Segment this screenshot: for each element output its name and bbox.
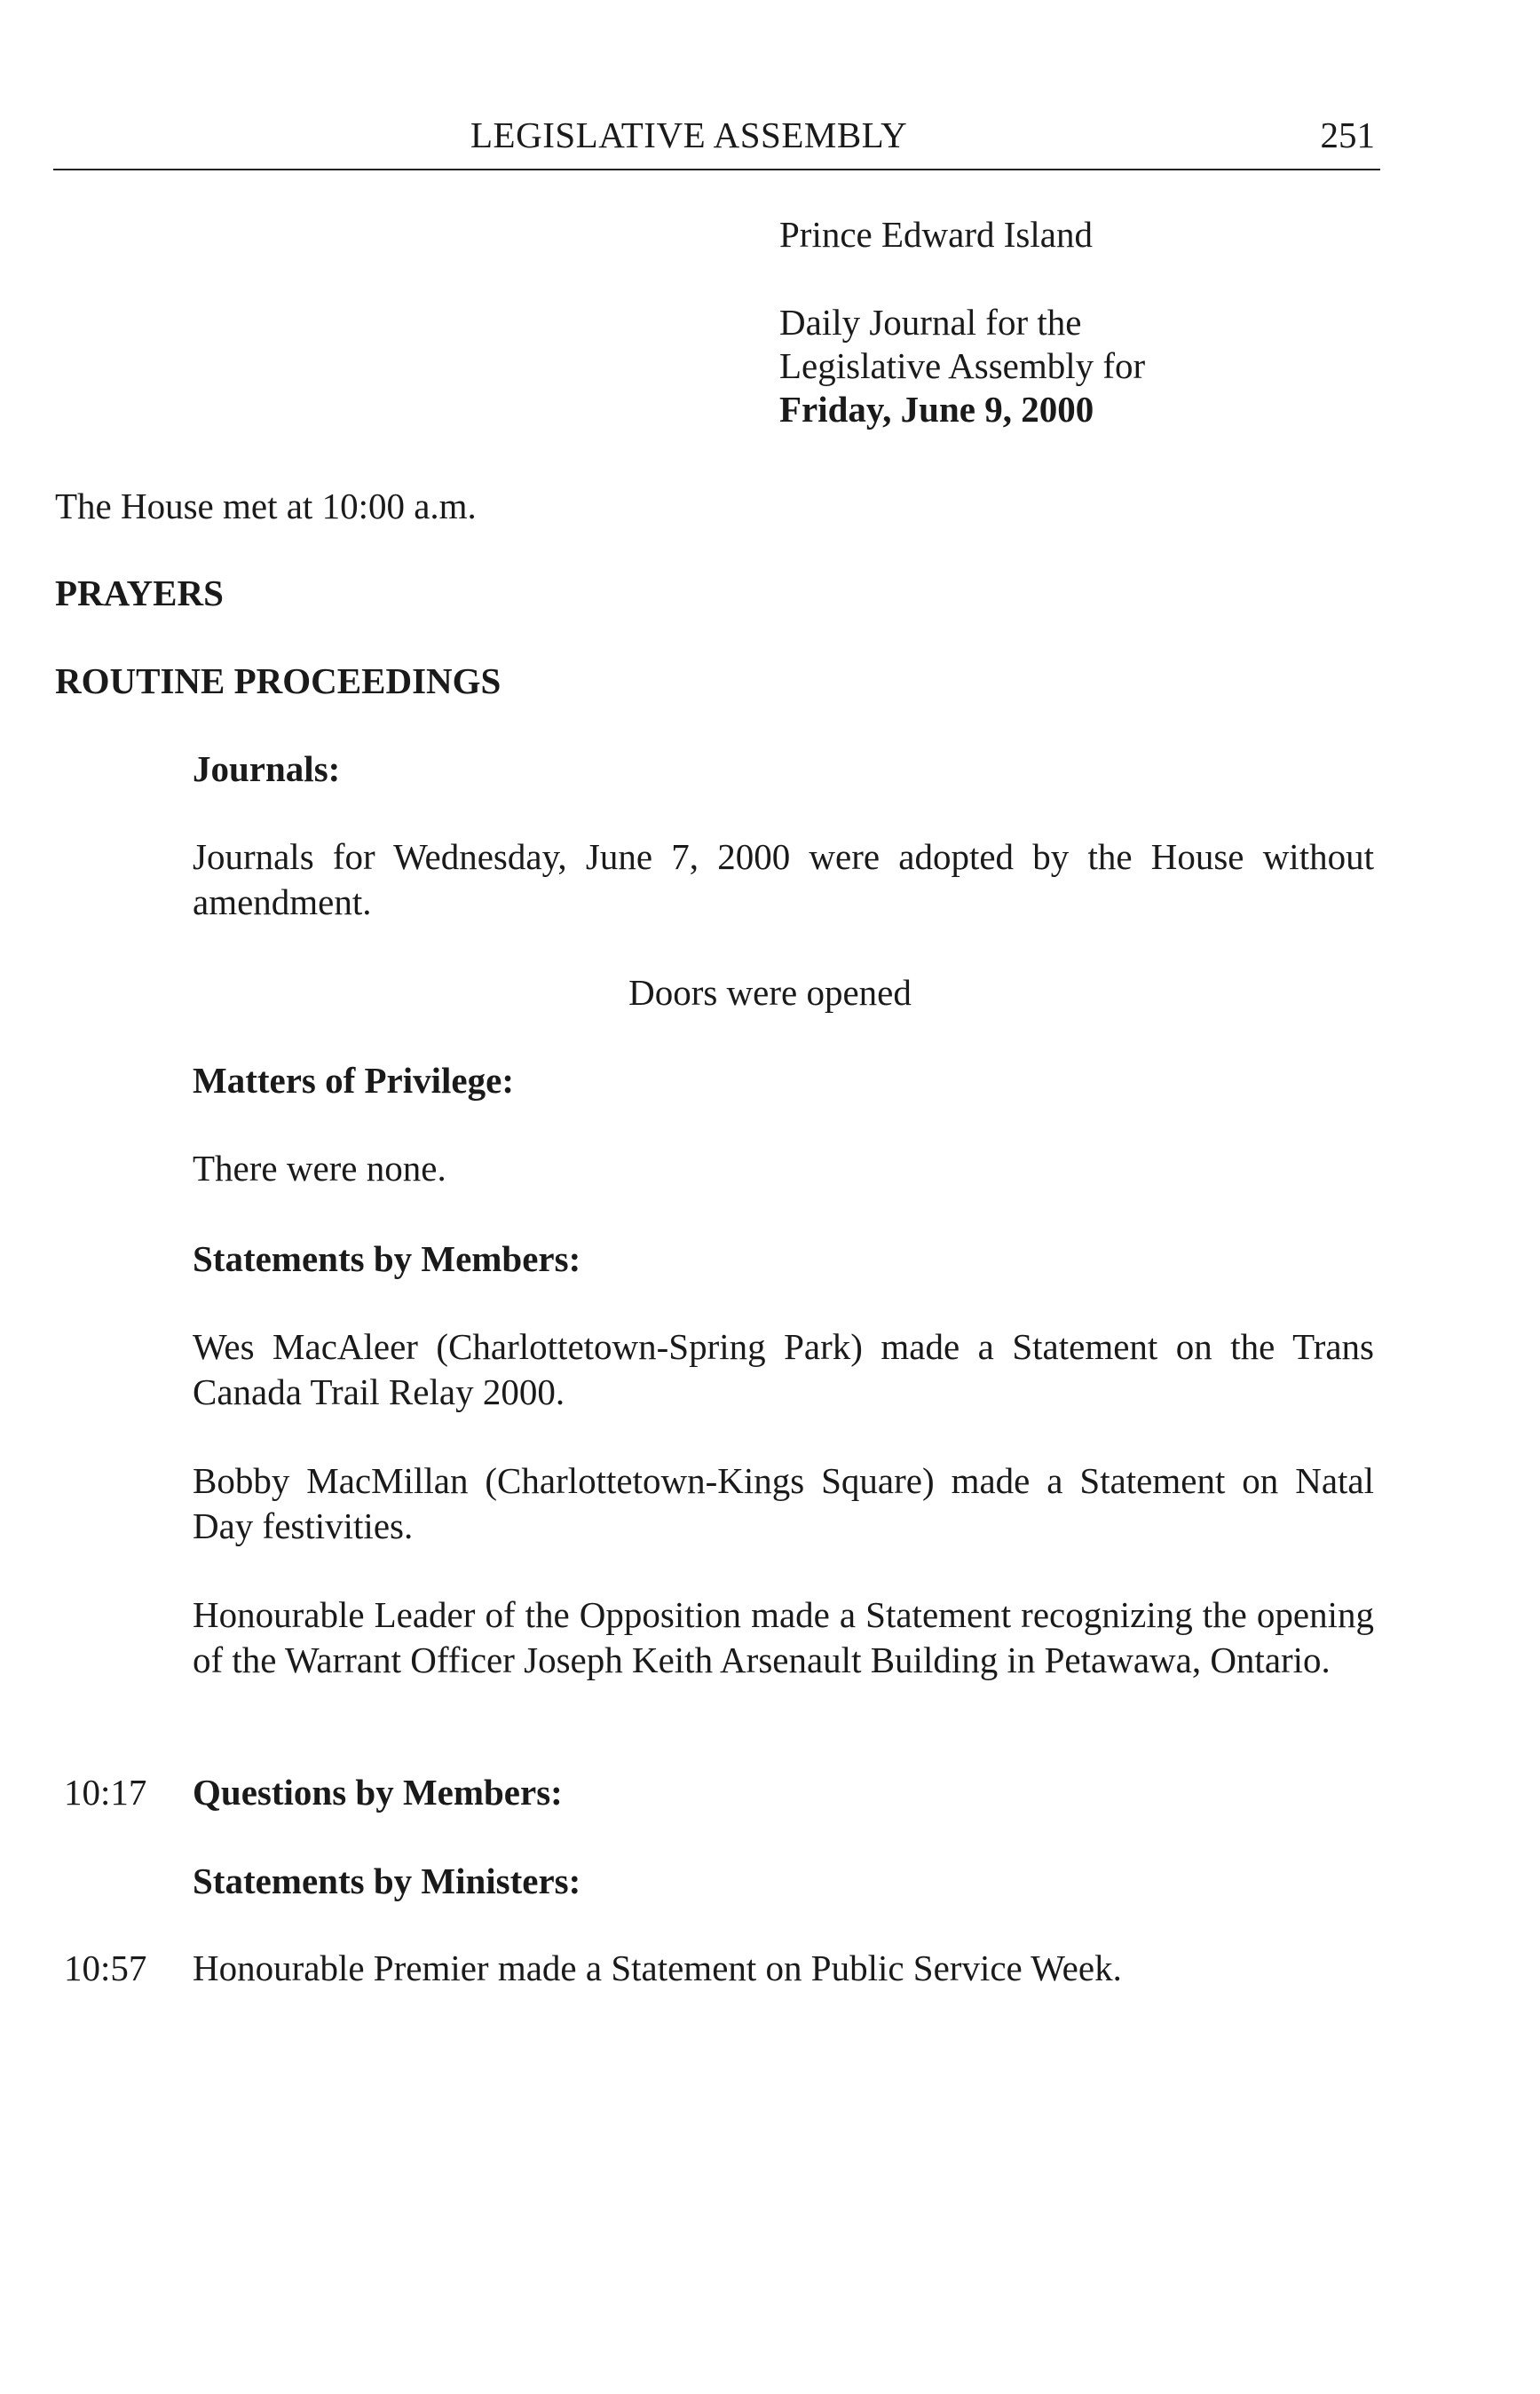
privilege-text: There were none. <box>193 1148 446 1189</box>
member-statement-3: Honourable Leader of the Opposition made a Statement recognizing the opening of the Warrant Officer Joseph Keith Arsenault Building in Petawawa, Ontario. <box>193 1594 1374 1680</box>
prayers-heading: PRAYERS <box>55 573 224 613</box>
journal-line-1: Daily Journal for the <box>779 302 1082 343</box>
premier-statement-time: 10:57 <box>64 1948 147 1988</box>
journal-title-block <box>779 213 1145 431</box>
journal-date: Friday, June 9, 2000 <box>779 389 1094 430</box>
journals-text: Journals for Wednesday, June 7, 2000 were adopted by the House without amendment. <box>193 836 1374 922</box>
page-number: 251 <box>1320 115 1375 155</box>
doors-opened-note: Doors were opened <box>628 972 912 1013</box>
statements-ministers-heading: Statements by Ministers: <box>193 1861 581 1901</box>
statements-members-heading: Statements by Members: <box>193 1238 581 1279</box>
member-statement-2: Bobby MacMillan (Charlottetown-Kings Square) made a Statement on Natal Day festivities. <box>193 1460 1374 1546</box>
routine-proceedings-heading: ROUTINE PROCEEDINGS <box>55 660 501 701</box>
questions-time: 10:17 <box>64 1772 147 1813</box>
journals-heading: Journals: <box>193 748 341 789</box>
journal-line-2: Legislative Assembly for <box>779 345 1146 386</box>
province-name: Prince Edward Island <box>779 214 1093 255</box>
premier-statement: Honourable Premier made a Statement on Public Service Week. <box>193 1948 1122 1988</box>
member-statement-1: Wes MacAleer (Charlottetown-Spring Park) made a Statement on the Trans Canada Trail Relay 2000. <box>193 1326 1374 1412</box>
opening-statement: The House met at 10:00 a.m. <box>55 486 477 526</box>
header-title: LEGISLATIVE ASSEMBLY <box>470 115 908 155</box>
questions-heading: Questions by Members: <box>193 1772 563 1813</box>
page-header <box>53 114 1380 170</box>
privilege-heading: Matters of Privilege: <box>193 1060 514 1101</box>
